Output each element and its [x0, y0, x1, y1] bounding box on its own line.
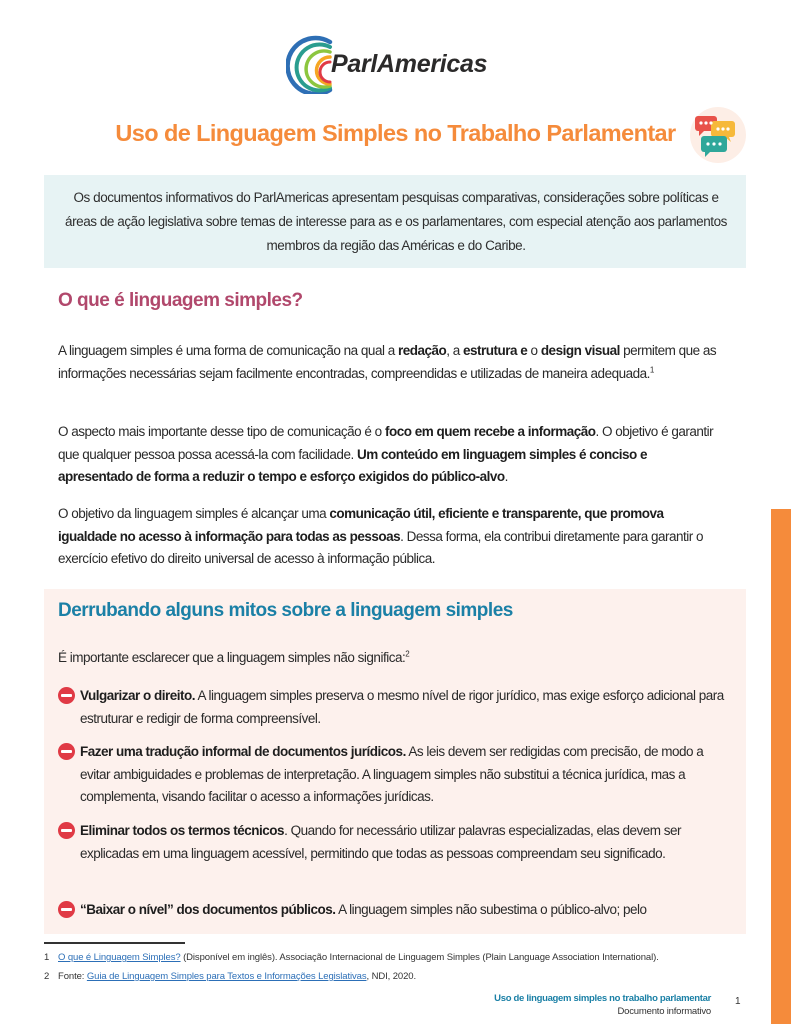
- intro-text: Os documentos informativos do ParlAmericas apresentam pesquisas comparativas, considerações sobre políticas e áreas de ação legislativa sobre temas de interesse para as e os parlamentares, com especial atenção aos parlamentos membros da região das Américas e do Caribe.: [65, 190, 727, 253]
- myth-item: Eliminar todos os termos técnicos. Quando for necessário utilizar palavras especializadas, elas devem ser explicadas em uma linguagem acessível, permitindo que todas as pessoas compreendam seu significado.: [58, 820, 728, 865]
- minus-circle-icon: [58, 901, 75, 918]
- speech-bubbles-icon: [689, 106, 747, 164]
- myth-item: Fazer uma tradução informal de documentos jurídicos. As leis devem ser redigidas com precisão, de modo a evitar ambiguidades e problemas de interpretação. A linguagem simples não substitui a técnica jurídica, mas a complementa, visando facilitar o acesso a informações jurídicas.: [58, 741, 728, 809]
- section-heading-what-is: O que é linguagem simples?: [58, 290, 303, 311]
- minus-circle-icon: [58, 743, 75, 760]
- footnote-1: 1 O que é Linguagem Simples? (Disponível em inglês). Associação Internacional de Linguagem Simples (Plain Language Association International).: [44, 952, 659, 963]
- footer-title: Uso de linguagem simples no trabalho parlamentar: [494, 993, 711, 1004]
- footnote-2: 2 Fonte: Guia de Linguagem Simples para Textos e Informações Legislativas, NDI, 2020.: [44, 971, 417, 982]
- paragraph-definition: A linguagem simples é uma forma de comunicação na qual a redação, a estrutura e o design visual permitem que as informações necessárias sejam facilmente encontradas, compreendidas e utilizadas de maneira adequada.$^1$: [58, 343, 717, 381]
- footnote-ref-1: 1: [649, 365, 654, 374]
- section-heading-myths: Derrubando alguns mitos sobre a linguagem simples: [58, 600, 513, 621]
- myth-item: “Baixar o nível” dos documentos públicos. A linguagem simples não subestima o público-alvo; pelo: [58, 899, 728, 922]
- footer-subtitle: Documento informativo: [617, 1006, 711, 1017]
- minus-circle-icon: [58, 822, 75, 839]
- footnote-2-link[interactable]: Guia de Linguagem Simples para Textos e Informações Legislativas: [86, 971, 367, 982]
- myths-intro: É importante esclarecer que a linguagem simples não significa:$^2$: [58, 649, 410, 665]
- minus-circle-icon: [58, 687, 75, 704]
- page-title: Uso de Linguagem Simples no Trabalho Parlamentar: [115, 120, 676, 146]
- page-number: 1: [735, 996, 741, 1007]
- myth-item: Vulgarizar o direito. A linguagem simples preserva o mesmo nível de rigor jurídico, mas exige esforço adicional para estruturar e redigir de forma compreensível.: [58, 685, 728, 730]
- logo-text: ParlAmericas: [331, 50, 488, 78]
- side-accent-bar: [771, 509, 791, 1024]
- paragraph-objective: O objetivo da linguagem simples é alcançar uma comunicação útil, eficiente e transparente, que promova igualdade no acesso à informação para todas as pessoas. Dessa forma, ela contribui diretamente para garantir o exercício efetivo do direito universal de acesso à informação pública.: [58, 506, 704, 566]
- footnote-ref-2: 2: [405, 649, 410, 659]
- paragraph-focus: O aspecto mais importante desse tipo de comunicação é o foco em quem recebe a informação. O objetivo é garantir que qualquer pessoa possa acessá-la com facilidade. Um conteúdo em linguagem simples é conciso e apresentado de forma a reduzir o tempo e esforço exigidos do público-alvo.: [58, 424, 714, 484]
- footnote-divider: [44, 942, 185, 944]
- footnote-1-link[interactable]: O que é Linguagem Simples?: [58, 952, 181, 963]
